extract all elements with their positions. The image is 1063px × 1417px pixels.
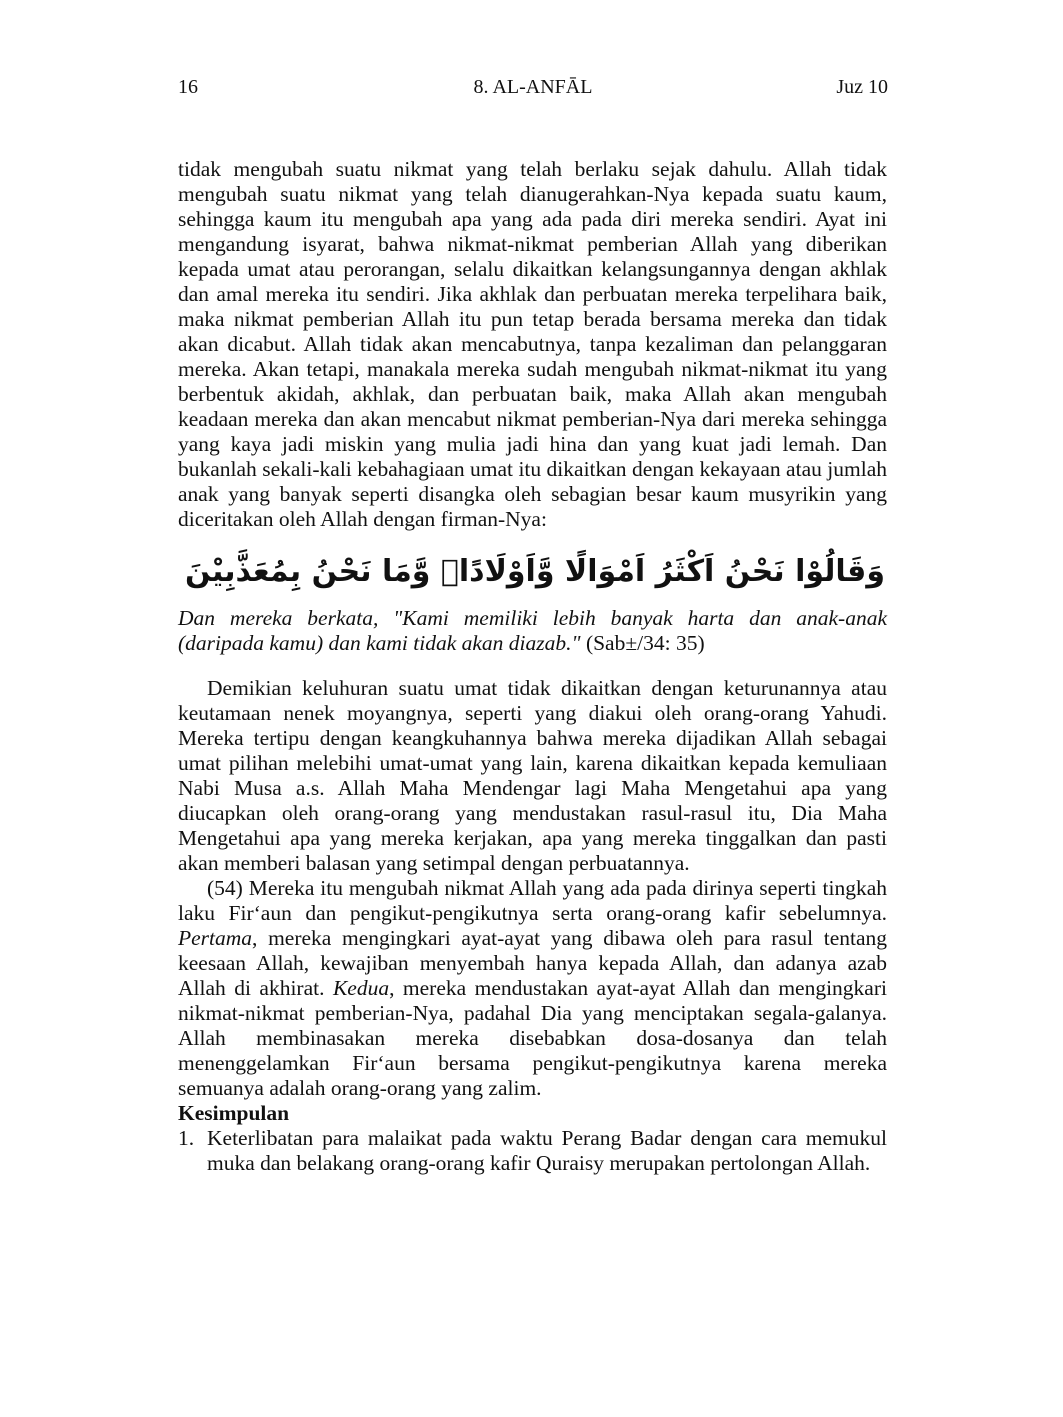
list-item-text: Keterlibatan para malaikat pada waktu Perang Badar dengan cara memukul muka dan belakang orang-orang kafir Quraisy merupakan pertolongan Allah. — [207, 1126, 887, 1175]
list-item — [178, 1126, 887, 1176]
emphasis-pertama: Pertama — [178, 926, 253, 950]
page-number: 16 — [178, 76, 198, 98]
verse-reference: (Sab±/34: 35) — [580, 631, 705, 655]
arabic-verse — [178, 537, 887, 601]
emphasis-kedua: Kedua — [332, 976, 390, 1000]
conclusion-list — [178, 1126, 887, 1176]
paragraph-verse-54: (54) Mereka itu mengubah nikmat Allah yang ada pada dirinya seperti tingkah laku Fir‘aun dan pengikut-pengikutnya serta orang-orang kafir sebelumnya. Pertama, mereka mengingkari ayat-ayat yang dibawa oleh para rasul tentang keesaan Allah, kewajiban menyembah hanya kepada Allah, dan adanya azab Allah di akhirat. Kedua, mereka mendustakan ayat-ayat Allah dan mengingkari nikmat-nikmat pemberian-Nya, padahal Dia yang menciptakan segala-galanya. Allah membinasakan mereka disebabkan dosa-dosanya dan telah menenggelamkan Fir‘aun bersama pengikut-pengikutnya karena mereka semuanya adalah orang-orang yang zalim. — [178, 876, 887, 1100]
sura-title: 8. AL-ANFĀL — [473, 76, 593, 98]
verse-translation — [178, 606, 887, 656]
paragraph-continued: tidak mengubah suatu nikmat yang telah berlaku sejak dahulu. Allah tidak mengubah suatu nikmat yang telah dianugerahkan-Nya kepada suatu kaum, sehingga kaum itu mengubah apa yang ada pada diri mereka sendiri. Ayat ini mengandung isyarat, bahwa nikmat-nikmat pemberian Allah yang diberikan kepada umat atau perorangan, selalu dikaitkan kelangsungannya dengan akhlak dan amal mereka itu sendiri. Jika akhlak dan perbuatan mereka terpelihara baik, maka nikmat pemberian Allah itu pun tetap berada bersama mereka dan tidak akan dicabut. Allah tidak akan mencabutnya, tanpa kezaliman dan pelanggaran mereka. Akan tetapi, manakala mereka sudah mengubah nikmat-nikmat itu yang berbentuk akidah, akhlak, dan perbuatan baik, maka Allah akan mengubah keadaan mereka dan akan mencabut nikmat pemberian-Nya dari mereka sehingga yang kaya jadi miskin yang mulia jadi hina dan yang kuat jadi lemah. Dan bukanlah sekali-kali kebahagiaan umat itu dikaitkan dengan kekayaan atau jumlah anak yang banyak seperti disangka oleh sebagian besar kaum musyrikin yang diceritakan oleh Allah dengan firman-Nya: — [178, 157, 887, 531]
section-heading: Kesimpulan — [178, 1101, 290, 1125]
arabic-verse-line: وَقَالُوْا نَحْنُ اَكْثَرُ اَمْوَالًا وَّاَوْلَادًاۙ وَّمَا نَحْنُ بِمُعَذَّبِيْنَ — [185, 554, 885, 589]
list-item-number: 1. — [178, 1126, 195, 1150]
juz-label: Juz 10 — [836, 76, 888, 98]
paragraph: Demikian keluhuran suatu umat tidak dikaitkan dengan keturunannya atau keutamaan nenek moyangnya, seperti yang diakui oleh orang-orang Yahudi. Mereka tertipu dengan keangkuhannya bahwa mereka dijadikan Allah sebagai umat pilihan melebihi umat-umat yang lain, karena dikaitkan kepada kemuliaan Nabi Musa a.s. Allah Maha Mendengar lagi Maha Mengetahui apa yang diucapkan oleh orang-orang yang mendustakan rasul-rasul itu, Dia Maha Mengetahui apa yang mereka kerjakan, apa yang mereka tinggalkan dan pasti akan memberi balasan yang setimpal dengan perbuatannya. — [178, 676, 887, 875]
spacer — [178, 656, 887, 676]
arabic-verse-text — [185, 539, 885, 599]
body-text — [178, 157, 887, 1176]
running-header — [178, 76, 888, 104]
translation-text: Dan mereka berkata, "Kami memiliki lebih banyak harta dan anak-anak (daripada kamu) dan kami tidak akan diazab." — [178, 606, 887, 655]
